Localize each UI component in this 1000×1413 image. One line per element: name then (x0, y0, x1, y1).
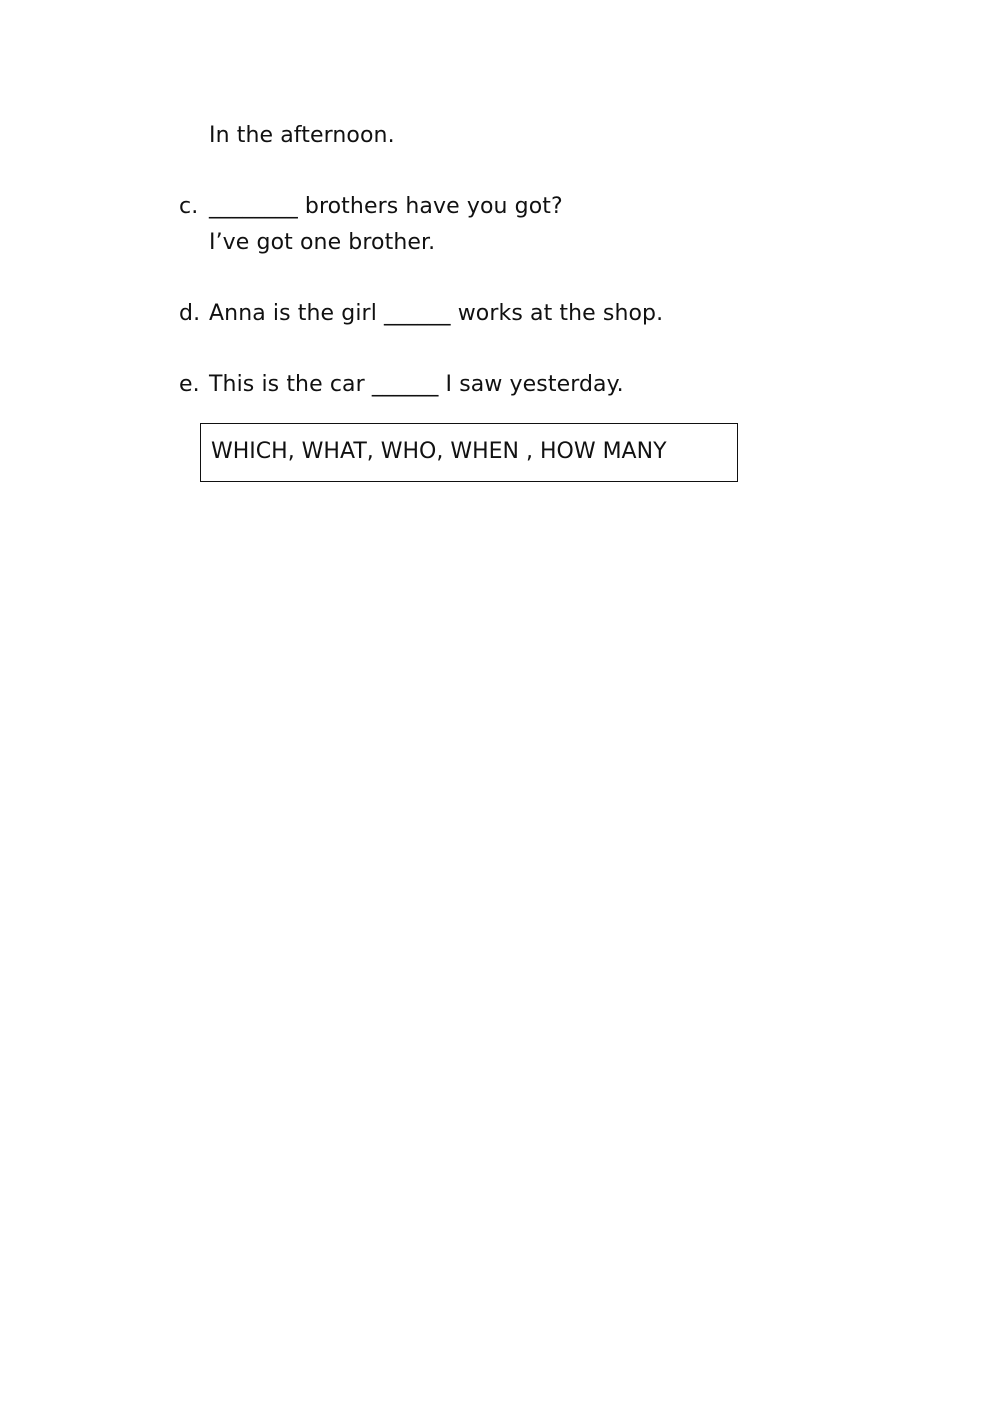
item-d-sentence: Anna is the girl ______ works at the shop. (209, 301, 664, 326)
item-c-question: ________ brothers have you got? (209, 194, 563, 219)
answer-b-text: In the afternoon. (209, 123, 395, 148)
word-bank-text: WHICH, WHAT, WHO, WHEN , HOW MANY (211, 439, 667, 464)
word-bank-box (200, 423, 738, 482)
item-c-answer: I’ve got one brother. (209, 230, 436, 255)
item-e-sentence: This is the car ______ I saw yesterday. (209, 372, 624, 397)
item-e-label: e. (179, 372, 200, 397)
item-c-label: c. (179, 194, 199, 219)
item-d-label: d. (179, 301, 201, 326)
